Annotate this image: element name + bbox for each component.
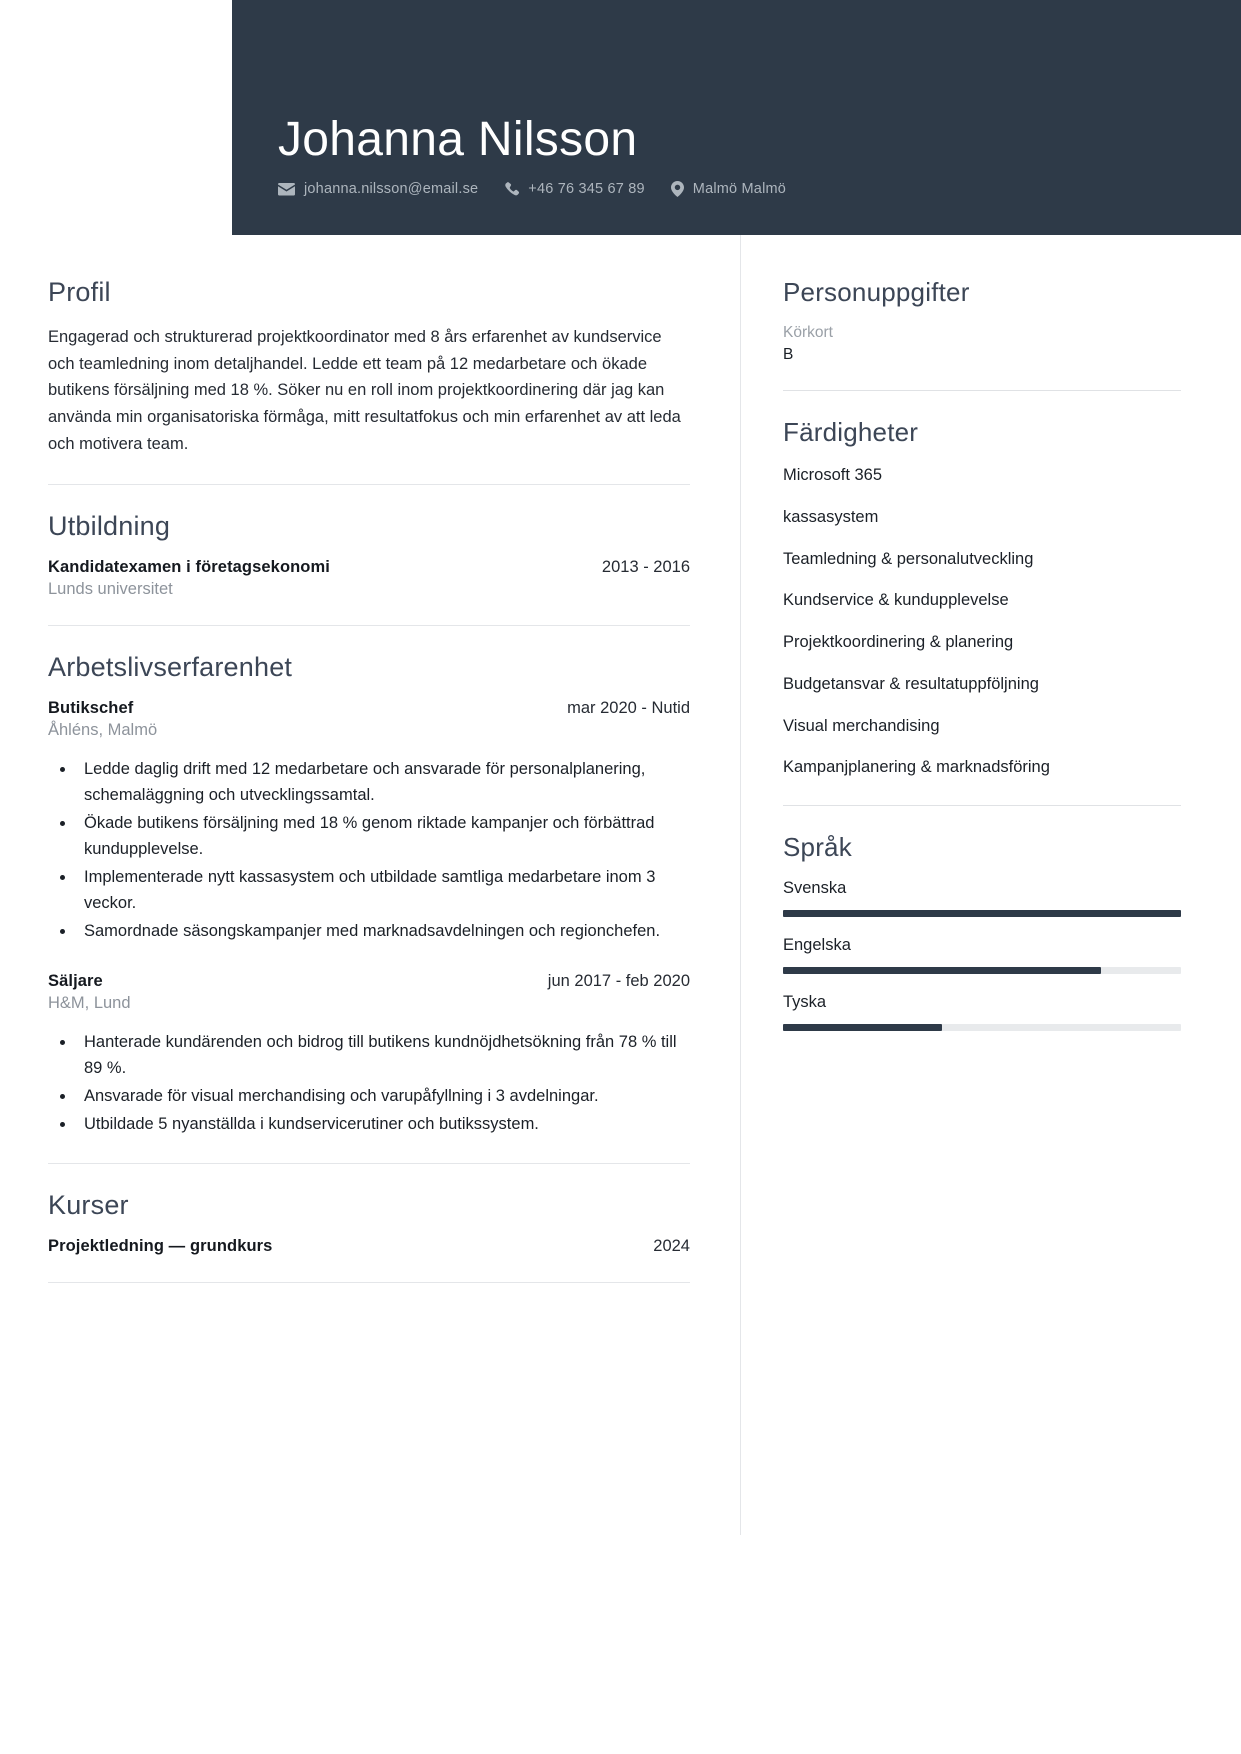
contact-email — [278, 181, 478, 197]
divider — [48, 1163, 690, 1164]
language-name: Tyska — [783, 993, 827, 1012]
personal-field-value: B — [783, 346, 794, 363]
sidebar-column — [740, 235, 1241, 1535]
experience-employer: Åhléns, Malmö — [48, 720, 158, 739]
experience-employer: H&M, Lund — [48, 994, 131, 1013]
skill-item: Visual merchandising — [783, 716, 940, 735]
list-item: • Utbildade 5 nyanställda i kundservicerutiner och butikssystem. — [76, 1111, 690, 1137]
experience-role: Säljare — [48, 972, 103, 991]
divider — [48, 1282, 690, 1283]
personal-field — [783, 324, 1181, 364]
section-personal-details — [783, 277, 1181, 364]
language-name: Engelska — [783, 936, 851, 955]
main-column — [0, 235, 740, 1535]
language-item — [783, 993, 1181, 1031]
list-item: • Ledde daglig drift med 12 medarbetare och ansvarade för personalplanering, schemaläggning och utvecklingssamtal. — [76, 756, 690, 808]
skill-item: Microsoft 365 — [783, 466, 883, 484]
education-entry — [48, 558, 690, 599]
language-level-bar — [783, 967, 1181, 974]
experience-date: mar 2020 - Nutid — [567, 698, 690, 717]
language-item — [783, 936, 1181, 974]
section-languages — [783, 832, 1181, 1031]
contact-location-text: Malmö Malmö — [692, 181, 787, 197]
divider — [783, 805, 1181, 806]
experience-role: Butikschef — [48, 698, 134, 717]
section-title-experience: Arbetslivserfarenhet — [48, 651, 293, 682]
section-title-personal-details: Personuppgifter — [783, 277, 970, 307]
phone-icon — [504, 182, 519, 197]
contact-phone — [504, 181, 645, 197]
language-level-fill — [783, 1024, 942, 1031]
course-entry-head — [48, 1237, 690, 1256]
experience-bullets — [76, 1029, 690, 1137]
language-item — [783, 879, 1181, 917]
skill-item: kassasystem — [783, 507, 879, 526]
contact-row — [278, 181, 1241, 197]
experience-entry-head — [48, 972, 690, 991]
section-skills — [783, 417, 1181, 779]
list-item: • Hanterade kundärenden och bidrog till butikens kundnöjdhetsökning från 78 % till 89 %. — [76, 1029, 690, 1081]
education-entry-head — [48, 558, 690, 577]
list-item: • Implementerade nytt kassasystem och utbildade samtliga medarbetare inom 3 veckor. — [76, 864, 690, 916]
section-title-courses: Kurser — [48, 1190, 129, 1221]
page-title: Johanna Nilsson — [278, 113, 638, 167]
course-name: Projektledning — grundkurs — [48, 1237, 273, 1256]
section-education — [48, 511, 690, 599]
skill-item: Teamledning & personalutveckling — [783, 549, 1034, 568]
personal-field-label: Körkort — [783, 324, 833, 341]
section-title-languages: Språk — [783, 832, 852, 863]
experience-bullets — [76, 756, 690, 944]
contact-location — [671, 181, 786, 197]
list-item: • Samordnade säsongskampanjer med marknadsavdelningen och regionchefen. — [76, 918, 690, 944]
language-name: Svenska — [783, 879, 847, 898]
divider — [48, 625, 690, 626]
course-date: 2024 — [653, 1237, 690, 1256]
experience-entry-head — [48, 699, 690, 718]
contact-email-text: johanna.nilsson@email.se — [304, 181, 479, 197]
divider — [783, 390, 1181, 391]
envelope-icon — [278, 183, 295, 196]
section-profile — [48, 277, 690, 458]
contact-phone-text: +46 76 345 67 89 — [528, 181, 645, 197]
divider — [48, 484, 690, 485]
course-entry — [48, 1237, 690, 1256]
skill-item: Budgetansvar & resultatuppföljning — [783, 674, 1039, 693]
language-level-bar — [783, 910, 1181, 917]
section-title-profile: Profil — [48, 277, 111, 307]
experience-date: jun 2017 - feb 2020 — [547, 972, 690, 991]
skill-item: Kampanjplanering & marknadsföring — [783, 758, 1050, 777]
section-title-skills: Färdigheter — [783, 417, 919, 447]
experience-entry — [48, 972, 690, 1137]
skill-item: Projektkoordinering & planering — [783, 633, 1014, 652]
resume-body — [0, 235, 1241, 1535]
education-degree: Kandidatexamen i företagsekonomi — [48, 557, 330, 576]
education-institution: Lunds universitet — [48, 579, 173, 598]
language-level-fill — [783, 910, 1181, 917]
list-item: • Ansvarade för visual merchandising och varupåfyllning i 3 avdelningar. — [76, 1083, 690, 1109]
education-date: 2013 - 2016 — [601, 557, 690, 576]
section-courses — [48, 1190, 690, 1256]
list-item: • Ökade butikens försäljning med 18 % genom riktade kampanjer och förbättrad kundupplevelse. — [76, 810, 690, 862]
language-level-bar — [783, 1024, 1181, 1031]
language-level-fill — [783, 967, 1101, 974]
experience-entry — [48, 699, 690, 944]
map-pin-icon — [671, 181, 684, 197]
skill-item: Kundservice & kundupplevelse — [783, 591, 1009, 610]
resume-header — [232, 0, 1241, 235]
section-title-education: Utbildning — [48, 510, 171, 541]
profile-text: Engagerad och strukturerad projektkoordinator med 8 års erfarenhet av kundservice och teamledning inom detaljhandel. Ledde ett team på 12 medarbetare och ökade butikens försäljning med 18 %. Söker nu en roll inom projektkoordinering där jag kan använda min organisatoriska förmåga, mitt resultatfokus och min erfarenhet av att leda och motivera team. — [48, 328, 681, 453]
section-experience — [48, 652, 690, 1138]
